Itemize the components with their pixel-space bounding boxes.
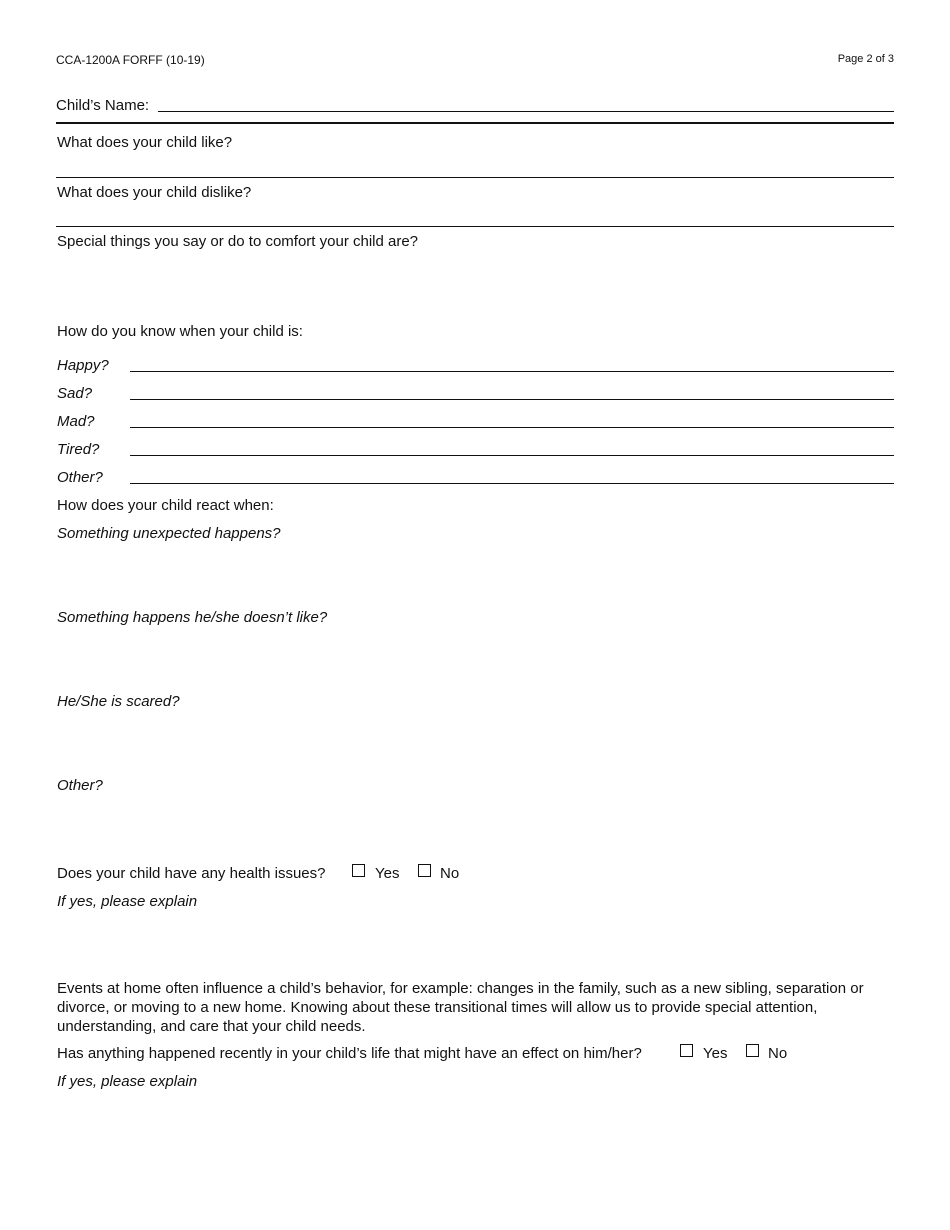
reaction-field-unexpected[interactable]	[56, 546, 894, 604]
health-explain-field[interactable]	[56, 914, 894, 970]
health-yes-checkbox[interactable]	[352, 864, 365, 877]
comfort-answer-field[interactable]	[56, 254, 894, 314]
reactions-intro: How does your child react when:	[57, 497, 274, 514]
events-paragraph: Events at home often influence a child’s behavior, for example: changes in the family, such as a new sibling, separation or divorce, or moving to a new home. Knowing about these transitional times will allow us to provide special attention, understanding, and care that your child needs.	[57, 980, 864, 1035]
section-divider	[56, 122, 894, 124]
mood-field-mad[interactable]	[130, 427, 894, 429]
dislikes-question: What does your child dislike?	[57, 184, 252, 201]
mood-field-happy[interactable]	[130, 371, 894, 373]
events-question: Has anything happened recently in your child’s life that might have an effect on him/her?	[57, 1045, 642, 1062]
likes-question: What does your child like?	[57, 134, 233, 151]
likes-answer-field[interactable]	[56, 154, 894, 178]
mood-label-mad: Mad?	[57, 413, 95, 430]
reaction-label-scared: He/She is scared?	[57, 693, 180, 710]
mood-label-sad: Sad?	[57, 385, 93, 402]
reaction-label-other: Other?	[57, 777, 103, 794]
mood-field-tired[interactable]	[130, 455, 894, 457]
reaction-label-dislike: Something happens he/she doesn’t like?	[57, 609, 328, 626]
comfort-question: Special things you say or do to comfort your child are?	[57, 233, 419, 250]
events-explain-field[interactable]	[56, 1094, 894, 1174]
events-yes-checkbox[interactable]	[680, 1044, 693, 1057]
reaction-label-unexpected: Something unexpected happens?	[57, 525, 281, 542]
mood-label-other: Other?	[57, 469, 103, 486]
reaction-field-dislike[interactable]	[56, 630, 894, 688]
events-no-checkbox[interactable]	[746, 1044, 759, 1057]
reaction-field-scared[interactable]	[56, 714, 894, 772]
form-id: CCA-1200A FORFF (10-19)	[56, 53, 205, 67]
child-name-field[interactable]	[158, 95, 894, 112]
events-no-label: No	[768, 1045, 788, 1062]
mood-label-happy: Happy?	[57, 357, 109, 374]
health-yes-label: Yes	[375, 865, 400, 882]
page-number: Page 2 of 3	[837, 53, 894, 65]
mood-field-sad[interactable]	[130, 399, 894, 401]
health-no-label: No	[440, 865, 460, 882]
health-no-checkbox[interactable]	[418, 864, 431, 877]
health-explain-label: If yes, please explain	[57, 893, 198, 910]
child-name-label: Child’s Name:	[56, 97, 150, 114]
events-yes-label: Yes	[703, 1045, 728, 1062]
mood-label-tired: Tired?	[57, 441, 100, 458]
events-explain-label: If yes, please explain	[57, 1073, 198, 1090]
moods-intro: How do you know when your child is:	[57, 323, 303, 340]
health-question: Does your child have any health issues?	[57, 865, 326, 882]
mood-field-other[interactable]	[130, 483, 894, 485]
reaction-field-other[interactable]	[56, 798, 894, 856]
dislikes-answer-field[interactable]	[56, 204, 894, 227]
